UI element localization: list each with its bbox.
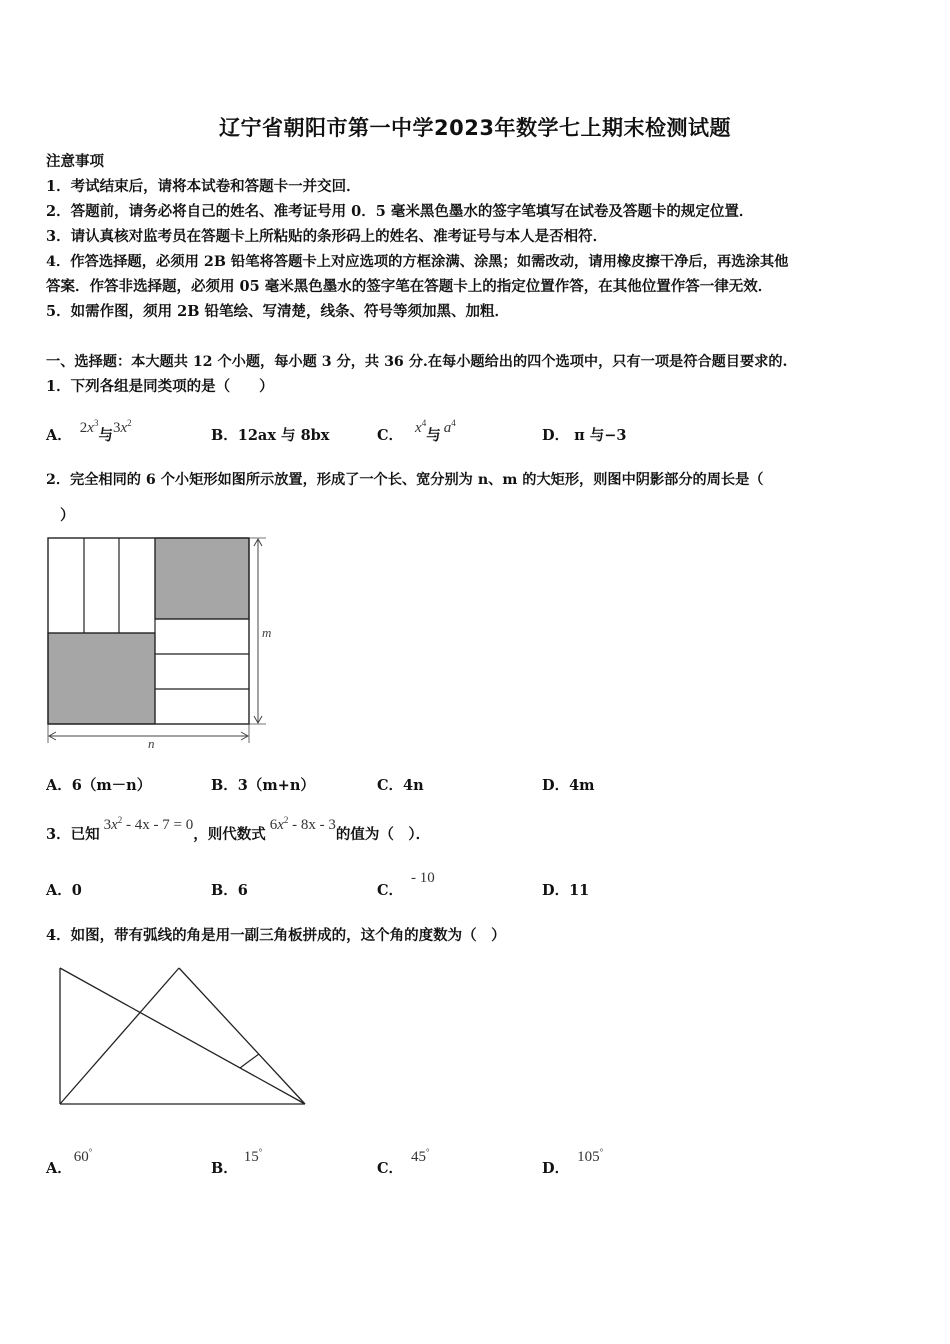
shaded-rect-bottom (48, 633, 155, 724)
notice-item-1: 1．考试结束后，请将本试卷和答题卡一并交回． (46, 178, 361, 195)
q4-triangle-figure (60, 968, 305, 1104)
q3-option-a: A．0 (46, 882, 82, 899)
label-m: m (262, 625, 272, 640)
notice-item-5: 5．如需作图，须用 2B 铅笔绘、写清楚，线条、符号等须加黑、加粗． (46, 303, 510, 320)
q1-option-c: C． $x^4$与 $a^4$ (377, 418, 456, 444)
angle-arc (240, 1054, 259, 1068)
q3-stem: 3．已知$3x^2 - 4x - 7 = 0$，则代数式$6x^2 - 8x - 3$的值为（ ）． (46, 815, 431, 843)
notice-item-2: 2．答题前，请务必将自己的姓名、准考证号用 0．5 毫米黑色墨水的签字笔填写在试卷及答题卡的规定位置． (46, 203, 754, 220)
section-heading: 一、选择题：本大题共 12 个小题，每小题 3 分，共 36 分.在每小题给出的四个选项中，只有一项是符合题目要求的. (46, 354, 788, 370)
q2-option-a: A．6（m－n） (46, 777, 152, 794)
label-n: n (148, 736, 155, 751)
notice-item-3: 3．请认真核对监考员在答题卡上所粘贴的条形码上的姓名、准考证号与本人是否相符． (46, 228, 608, 245)
q4-stem: 4．如图，带有弧线的角是用一副三角板拼成的，这个角的度数为（ ） (46, 927, 506, 944)
q1-stem: 1．下列各组是同类项的是（ ） (46, 378, 274, 395)
q2-stem-close: ） (60, 507, 75, 524)
q4-option-d: D．105° (542, 1147, 604, 1177)
notice-item-4: 4．作答选择题，必须用 2B 铅笔将答题卡上对应选项的方框涂满、涂黑；如需改动，请用橡皮擦干净后，再选涂其他 (46, 254, 789, 270)
page-title: 辽宁省朝阳市第一中学2023年数学七上期末检测试题 (219, 116, 731, 140)
q2-option-c: C．4n (377, 777, 424, 794)
q1-option-d: D． π 与−3 (542, 427, 627, 444)
q2-option-d: D．4m (542, 777, 595, 794)
notice-item-4-cont: 答案．作答非选择题，必须用 05 毫米黑色墨水的签字笔在答题卡上的指定位置作答，在其他位置作答一律无效． (46, 278, 773, 295)
q3-option-c: C．- 10 (377, 870, 435, 899)
q4-option-a: A．60° (46, 1147, 93, 1177)
q4-option-c: C．45° (377, 1147, 430, 1177)
shaded-rect-top (155, 538, 249, 619)
notice-heading: 注意事项 (46, 153, 104, 170)
q1-option-a: A． $2x^3$与$3x^2$ (46, 418, 132, 444)
q2-stem: 2．完全相同的 6 个小矩形如图所示放置，形成了一个长、宽分别为 n、m 的大矩形，则图中阴影部分的周长是（ (46, 472, 764, 488)
q4-option-b: B．15° (211, 1147, 263, 1177)
q3-option-b: B．6 (211, 882, 248, 899)
q3-option-d: D．11 (542, 882, 590, 899)
q1-option-b: B．12ax 与 8bx (211, 427, 330, 444)
q2-option-b: B．3（m+n） (211, 777, 315, 794)
